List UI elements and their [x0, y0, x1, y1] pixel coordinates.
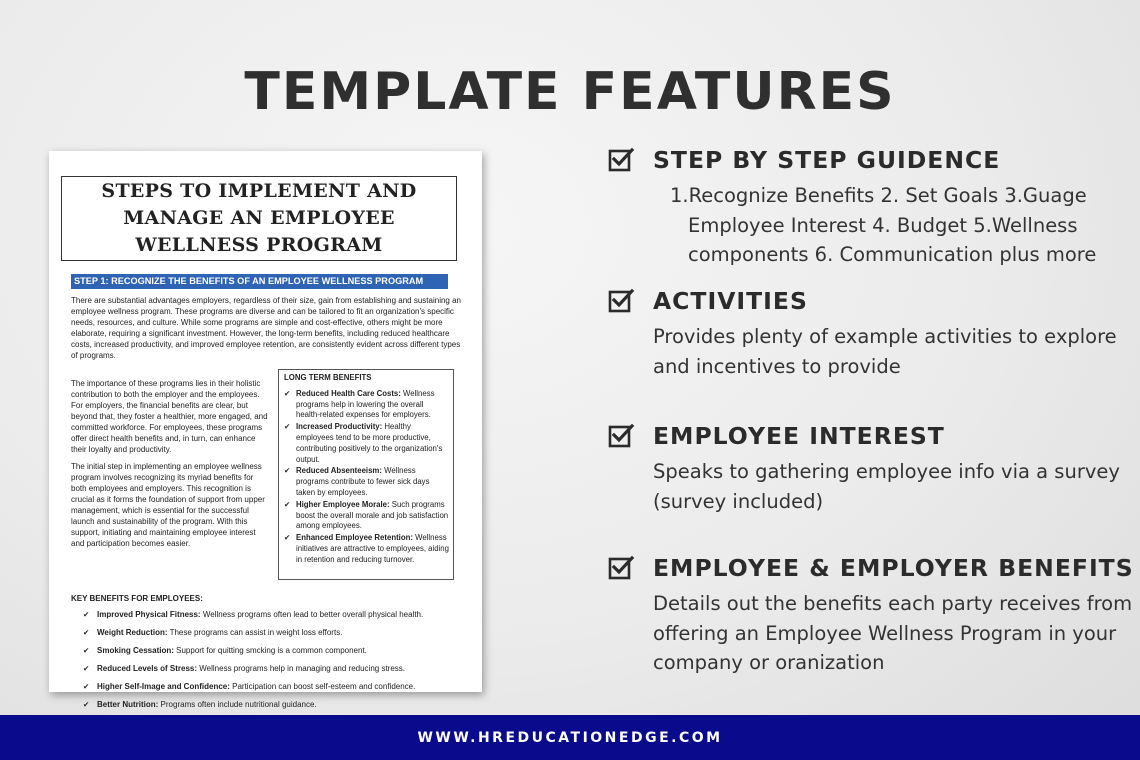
feature-heading [608, 286, 1133, 316]
key-benefit-text: Support for quitting smcking is a common component. [173, 646, 367, 655]
check-icon: ✔ [83, 682, 90, 691]
feature-benefits [608, 553, 1134, 678]
key-benefit-text: Programs often include nutritional guidance. [158, 700, 317, 709]
key-benefit-label: Smoking Cessation: [97, 646, 174, 655]
feature-title: ACTIVITIES [653, 287, 808, 315]
steps-list-item: 1.Recognize Benefits 2. Set Goals 3.Guage Employee Interest 4. Budget 5.Wellness components 6. Communication plus more [670, 184, 1097, 266]
box-item [284, 500, 449, 532]
footer-bar [0, 715, 1140, 760]
box-item-label: Enhanced Employee Retention: [296, 533, 413, 543]
box-item-text: Wellness programs help in lowering the overall health-related expenses for employers. [296, 388, 435, 420]
step-heading: STEP 1: RECOGNIZE THE BENEFITS OF AN EMPLOYEE WELLNESS PROGRAM [71, 274, 448, 289]
paragraph-importance: The importance of these programs lies in their holistic contribution to both the employer and the employees. For employers, the financial benefits are clear, but beyond that, they foster a healthier, more engaged, and committed workforce. For employees, these programs offer direct health benefits and, in turn, can enhance their loyalty and productivity. [71, 379, 268, 454]
key-benefits-heading: KEY BENEFITS FOR EMPLOYEES: [71, 594, 203, 603]
key-benefit-label: Weight Reduction: [97, 628, 168, 637]
key-benefit-label: Improved Physical Fitness: [97, 610, 201, 619]
box-item-label: Reduced Absenteeism: [296, 466, 382, 476]
check-icon: ✔ [83, 646, 90, 655]
key-benefit-text: Wellness programs often lead to better overall physical health. [200, 610, 424, 619]
box-title: LONG TERM BENEFITS [284, 373, 372, 382]
box-item-label: Higher Employee Morale: [296, 499, 390, 509]
check-icon: ✔ [83, 628, 90, 637]
key-benefit-text: These programs can assist in weight loss efforts. [167, 628, 343, 637]
paragraph-initial-step: The initial step in implementing an employee wellness program involves recognizing its myriad benefits for both employees and employers. This recognition is crucial as it forms the foundation of support from upper management, which is essential for the successful launch and sustainability of the program. With this support, initiating and maintaining employee interest and participation becomes easier. [71, 462, 265, 548]
feature-activities [608, 286, 1133, 381]
feature-step-by-step [608, 145, 1140, 270]
check-icon: ✔ [284, 466, 291, 476]
key-benefit-item [83, 681, 464, 692]
box-item-text: Healthy employees tend to be more productive, contributing positively to the organization's output. [296, 422, 443, 464]
box-item [284, 533, 449, 565]
key-benefit-item [83, 663, 464, 674]
check-icon: ✔ [284, 388, 291, 398]
box-item-text: Wellness programs contribute to fewer sick days taken by employees. [296, 466, 430, 497]
feature-title: EMPLOYEE & EMPLOYER BENEFITS [653, 554, 1134, 582]
feature-heading [608, 553, 1134, 583]
feature-heading [608, 421, 1133, 451]
document-columns [69, 369, 464, 580]
key-benefit-item [83, 627, 464, 638]
document-title: STEPS TO IMPLEMENT AND MANAGE AN EMPLOYEE WELLNESS PROGRAM [61, 176, 457, 261]
box-item [284, 389, 449, 421]
check-icon: ✔ [284, 422, 291, 432]
key-benefit-text: Participation can boost self-esteem and confidence. [229, 682, 416, 691]
box-item-text: Such programs boost the overall morale and job satisfaction among employees. [296, 499, 449, 531]
feature-title: STEP BY STEP GUIDENCE [653, 146, 1001, 174]
intro-paragraph: There are substantial advantages employers, regardless of their size, gain from establishing and sustaining an employee wellness program. These programs are diverse and can be tailored to fit an organization's specific needs, resources, and culture. While some programs are simple and cost-effective, others might be more elaborate, requiring a significant investment. However, the long-term benefits, including reduced healthcare costs, increased productivity, and improved employee retention, are consistently evident across different types of programs. [71, 296, 461, 360]
key-benefit-text: Wellness programs help in managing and reducing stress. [197, 664, 406, 673]
website-link[interactable]: WWW.HREDUCATIONEDGE.COM [417, 729, 723, 746]
checked-box-icon [608, 288, 634, 314]
key-benefit-item [83, 699, 464, 710]
checked-box-icon [608, 147, 634, 173]
key-benefit-item [83, 645, 464, 656]
box-item [284, 422, 449, 465]
checked-box-icon [608, 555, 634, 581]
checked-box-icon [608, 423, 634, 449]
box-item [284, 466, 449, 498]
feature-heading [608, 145, 1140, 175]
key-benefit-label: Reduced Levels of Stress: [97, 664, 198, 673]
document-preview [49, 151, 482, 709]
page-title: TEMPLATE FEATURES [244, 62, 896, 122]
box-item-label: Increased Productivity: [296, 422, 383, 432]
check-icon: ✔ [83, 610, 90, 619]
check-icon: ✔ [83, 664, 90, 673]
steps-list [670, 181, 1140, 270]
box-item-text: Wellness initiatives are attractive to employees, aiding in retention and reducing turnover. [296, 533, 449, 564]
left-column [69, 369, 271, 580]
check-icon: ✔ [284, 499, 291, 509]
feature-description: Provides plenty of example activities to explore and incentives to provide [653, 325, 1117, 378]
box-item-label: Reduced Health Care Costs: [296, 388, 401, 398]
key-benefit-label: Better Nutrition: [97, 700, 159, 709]
check-icon: ✔ [83, 700, 90, 709]
key-benefit-item [83, 609, 464, 620]
feature-title: EMPLOYEE INTEREST [653, 422, 945, 450]
feature-description: Speaks to gathering employee info via a survey (survey included) [653, 460, 1120, 513]
feature-description: Details out the benefits each party receives from offering an Employee Wellness Program in your company or oranization [653, 592, 1133, 674]
feature-employee-interest [608, 421, 1133, 516]
long-term-benefits-box [278, 369, 454, 580]
key-benefit-label: Higher Self-Image and Confidence: [97, 682, 230, 691]
check-icon: ✔ [284, 533, 291, 543]
